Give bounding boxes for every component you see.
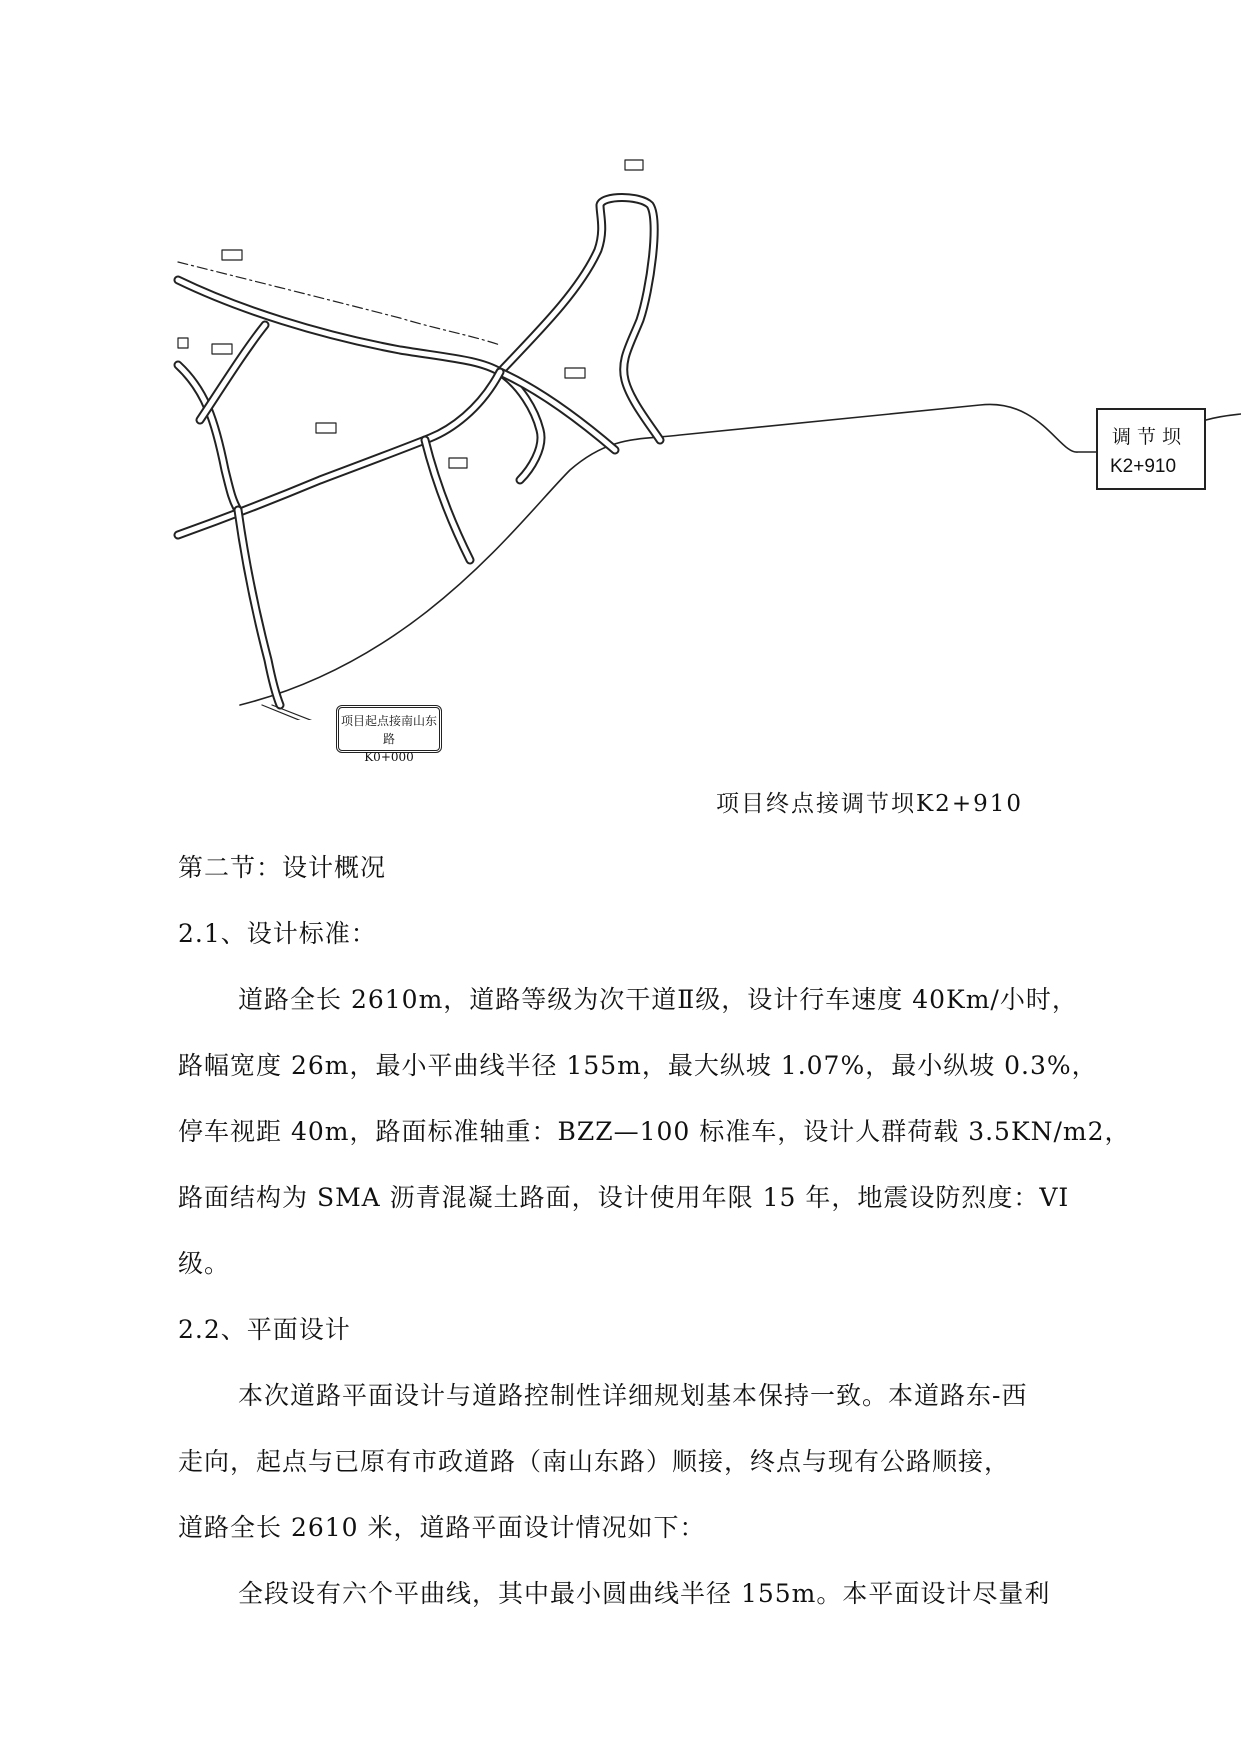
paragraph-line: 道路全长 2610 米，道路平面设计情况如下： [178, 1513, 706, 1542]
paragraph-line: 全段设有六个平曲线，其中最小圆曲线半径 155m。本平面设计尽量利 [238, 1579, 1051, 1608]
road-plan-map [0, 0, 1241, 720]
start-label-name: 项目起点接南山东路 [340, 714, 437, 746]
paragraph-line: 路幅宽度 26m，最小平曲线半径 155m，最大纵坡 1.07%，最小纵坡 0.3%， [178, 1051, 1098, 1080]
figure-caption: 项目终点接调节坝K2+910 [716, 791, 1023, 817]
paragraph-line: 道路全长 2610m，道路等级为次干道Ⅱ级，设计行车速度 40Km/小时， [238, 985, 1078, 1014]
end-point-callout [1096, 408, 1206, 490]
paragraph-line: 路面结构为 SMA 沥青混凝土路面，设计使用年限 15 年，地震设防烈度：VI [178, 1183, 1070, 1212]
end-callout-station: K2+910 [1110, 456, 1177, 477]
subsection-heading-2-2: 2.2、平面设计 [178, 1315, 351, 1344]
paragraph-line: 本次道路平面设计与道路控制性详细规划基本保持一致。本道路东-西 [238, 1381, 1028, 1410]
paragraph-line: 走向，起点与已原有市政道路（南山东路）顺接，终点与现有公路顺接， [178, 1447, 1011, 1476]
paragraph-line: 级。 [178, 1249, 231, 1278]
paragraph-line: 停车视距 40m，路面标准轴重：BZZ—100 标准车，设计人群荷载 3.5KN/m2， [178, 1117, 1131, 1146]
start-label-station: K0+000 [364, 750, 414, 764]
section-title: 第二节：设计概况 [178, 853, 387, 882]
start-point-label [336, 705, 442, 764]
subsection-heading-2-1: 2.1、设计标准： [178, 919, 377, 948]
end-callout-name: 调节坝 [1112, 426, 1188, 448]
